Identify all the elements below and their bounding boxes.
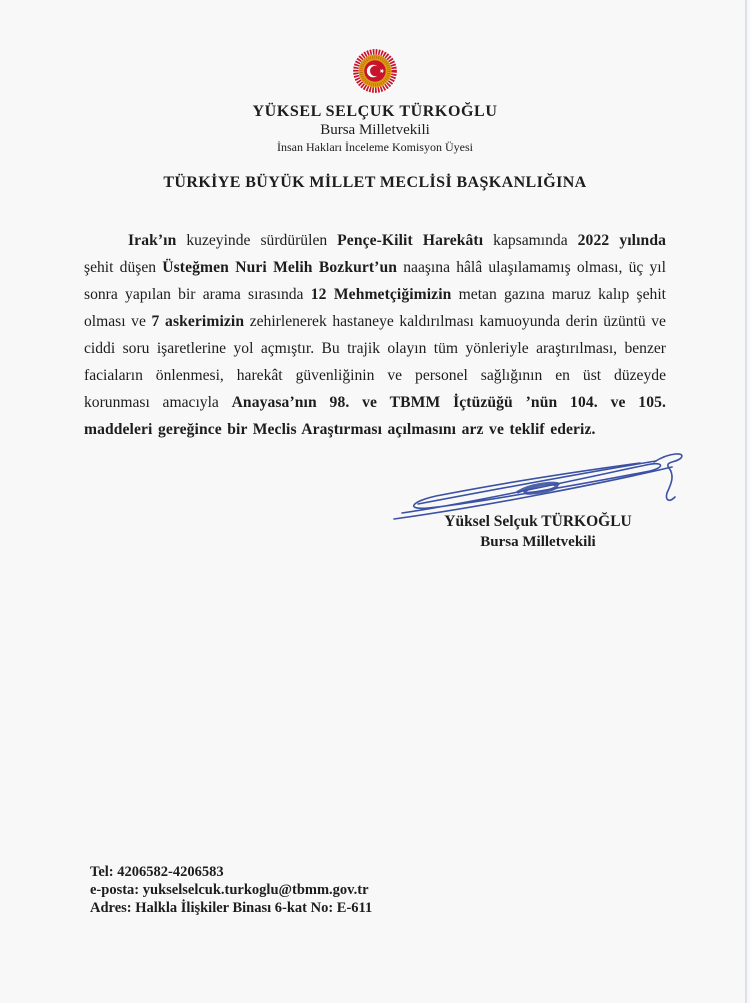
signature-block xyxy=(398,513,678,551)
letter-salutation: TÜRKİYE BÜYÜK MİLLET MECLİSİ BAŞKANLIĞINA xyxy=(163,174,587,191)
signer-title: Bursa Milletvekili xyxy=(480,534,596,550)
contact-footer xyxy=(90,863,372,917)
letter-body-paragraph: Irak’ın kuzeyinde sürdürülen Pençe-Kilit Harekâtı kapsamında 2022 yılında şehit düşen Üsteğmen Nuri Melih Bozkurt’un naaşına hâlâ ulaşılamamış olması, üç yıl sonra yapılan bir arama sırasında 12 Mehmetçiğimizin metan gazına maruz kalıp şehit olması ve 7 askerimizin zehirlenerek hastaneye kaldırılması kamuoyunda derin üzüntü ve ciddi soru işaretlerine yol açmıştır. Bu trajik olayın tüm yönleriyle araştırılması, benzer faciaların önlenmesi, harekât güvenliğinin ve personel sağlığının en üst düzeyde korunması amacıyla Anayasa’nın 98. ve TBMM İçtüzüğü ’nün 104. ve 105. maddeleri gereğince bir Meclis Araştırması açılmasını arz ve teklif ederiz. xyxy=(84,232,667,438)
signature-ink xyxy=(388,440,698,520)
contact-phone: Tel: 4206582-4206583 xyxy=(90,864,224,880)
scan-artifact-line xyxy=(745,0,747,1003)
letterhead-subtitle: İnsan Hakları İnceleme Komisyon Üyesi xyxy=(277,140,473,154)
signer-name: Yüksel Selçuk TÜRKOĞLU xyxy=(444,513,632,530)
contact-email: e-posta: yukselselcuk.turkoglu@tbmm.gov.tr xyxy=(90,882,369,898)
contact-address: Adres: Halkla İlişkiler Binası 6-kat No: E-611 xyxy=(90,900,373,916)
letterhead-title: Bursa Milletvekili xyxy=(320,122,430,138)
letterhead-name: YÜKSEL SELÇUK TÜRKOĞLU xyxy=(252,103,498,120)
letterhead xyxy=(0,48,750,155)
tbmm-emblem-icon xyxy=(352,48,398,94)
